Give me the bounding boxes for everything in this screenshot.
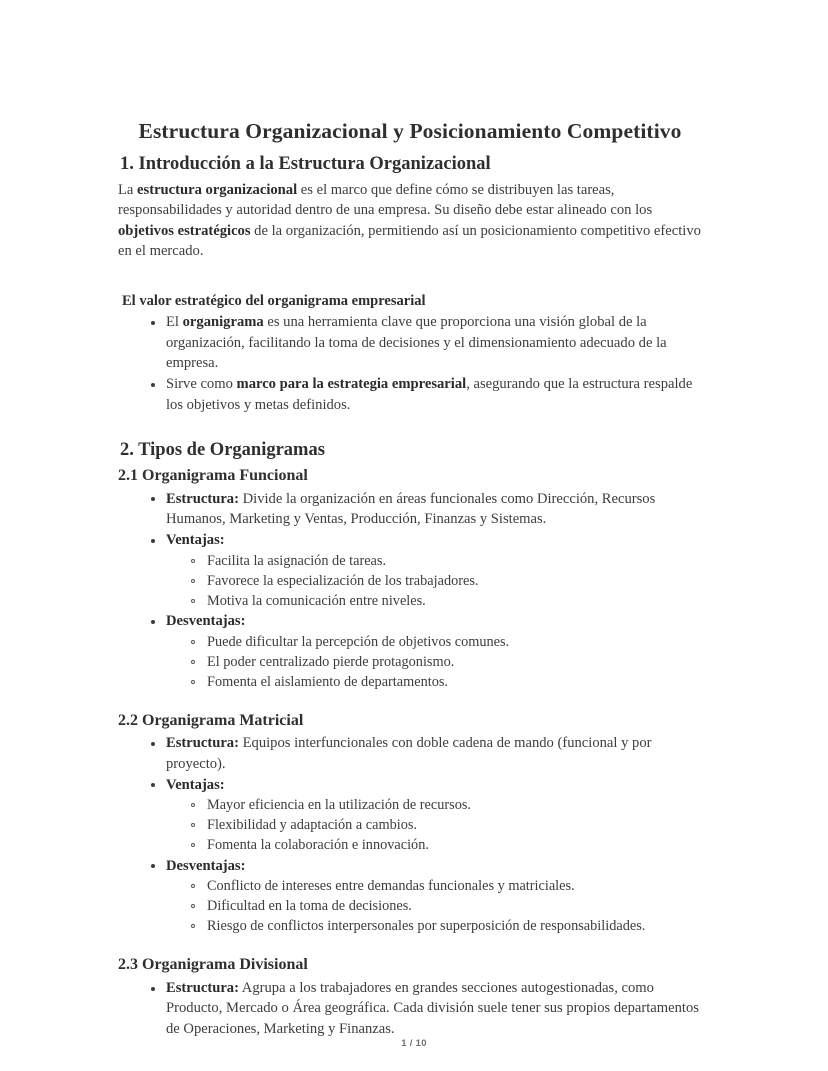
list-item: Motiva la comunicación entre niveles.: [188, 591, 702, 611]
subsection-2-3-heading: 2.3 Organigrama Divisional: [118, 956, 308, 974]
list-item: Favorece la especialización de los trabajadores.: [188, 571, 702, 591]
list-item: [148, 489, 702, 530]
list-item: Facilita la asignación de tareas.: [188, 551, 702, 571]
bullet-text-1: Sirve como: [166, 376, 237, 393]
bullet-bold-1: marco para la estrategia empresarial: [236, 376, 467, 393]
bullet-text-2: es una herramienta clave que proporciona una visión global de la organización, facilitando la toma de decisiones y el dimensionamiento adecuado de la empresa.: [166, 314, 667, 372]
list-item: [148, 978, 702, 1039]
spacer: [118, 262, 702, 272]
subsection-2-3-list: [118, 978, 702, 1039]
subsection-2-1-list: [118, 489, 702, 692]
bullet-bold-1: organigrama: [182, 314, 264, 331]
list-item: [148, 530, 702, 610]
section-1-subheading: El valor estratégico del organigrama empresarial: [122, 292, 426, 309]
section-1-bullet-list: [118, 312, 702, 415]
estructura-text: Divide la organización en áreas funcionales como Dirección, Recursos Humanos, Marketing y Ventas, Producción, Finanzas y Sistemas.: [166, 490, 656, 528]
section-2-heading: 2. Tipos de Organigramas: [120, 440, 325, 461]
desventajas-sublist: [166, 632, 702, 692]
list-item: El poder centralizado pierde protagonismo.: [188, 652, 702, 672]
list-item: Mayor eficiencia en la utilización de recursos.: [188, 795, 702, 815]
list-item: Dificultad en la toma de decisiones.: [188, 896, 702, 916]
paragraph-bold-1: estructura organizacional: [137, 181, 298, 198]
estructura-label: Estructura:: [166, 980, 239, 997]
list-item: Fomenta la colaboración e innovación.: [188, 835, 702, 855]
list-item: Flexibilidad y adaptación a cambios.: [188, 815, 702, 835]
list-item: Fomenta el aislamiento de departamentos.: [188, 672, 702, 692]
desventajas-label: Desventajas:: [166, 613, 246, 630]
list-item: [148, 611, 702, 691]
estructura-label: Estructura:: [166, 735, 239, 752]
list-item: [148, 733, 702, 774]
page-title: Estructura Organizacional y Posicionamiento Competitivo: [138, 119, 682, 143]
page-number-footer: 1 / 10: [401, 1038, 427, 1049]
estructura-text: Equipos interfuncionales con doble cadena de mando (funcional y por proyecto).: [166, 735, 652, 772]
desventajas-label: Desventajas:: [166, 857, 246, 874]
list-item: [148, 856, 702, 936]
list-item: [148, 775, 702, 855]
ventajas-sublist: [166, 551, 702, 611]
list-item: Conflicto de intereses entre demandas funcionales y matriciales.: [188, 876, 702, 896]
estructura-label: Estructura:: [166, 490, 239, 507]
subsection-2-2-list: [118, 733, 702, 936]
list-item: Puede dificultar la percepción de objetivos comunes.: [188, 632, 702, 652]
bullet-text-2: , asegurando que la estructura respalde los objetivos y metas definidos.: [166, 376, 693, 413]
paragraph-bold-2: objetivos estratégicos: [118, 222, 251, 239]
estructura-text: Agrupa a los trabajadores en grandes secciones autogestionadas, como Producto, Mercado o Área geográfica. Cada división suele tener sus propios departamentos de Operaciones, Marketing y Finanzas.: [166, 980, 699, 1037]
bullet-text-1: El: [166, 314, 183, 331]
desventajas-sublist: [166, 876, 702, 936]
list-item: Riesgo de conflictos interpersonales por superposición de responsabilidades.: [188, 916, 702, 936]
paragraph-text-3: de la organización, permitiendo así un posicionamiento competitivo efectivo en el mercado.: [118, 222, 701, 260]
list-item: [148, 374, 702, 415]
document-content: [118, 118, 702, 1040]
ventajas-label: Ventajas:: [166, 532, 225, 549]
section-1-paragraph: [118, 180, 702, 262]
paragraph-text-1: La: [118, 181, 138, 198]
section-1-heading: 1. Introducción a la Estructura Organizacional: [120, 153, 491, 174]
ventajas-sublist: [166, 795, 702, 855]
ventajas-label: Ventajas:: [166, 776, 225, 793]
subsection-2-1-heading: 2.1 Organigrama Funcional: [118, 467, 308, 485]
list-item: [148, 312, 702, 373]
subsection-2-2-heading: 2.2 Organigrama Matricial: [118, 711, 304, 729]
paragraph-text-2: es el marco que define cómo se distribuyen las tareas, responsabilidades y autoridad dentro de una empresa. Su diseño debe estar alineado con los: [118, 181, 653, 219]
